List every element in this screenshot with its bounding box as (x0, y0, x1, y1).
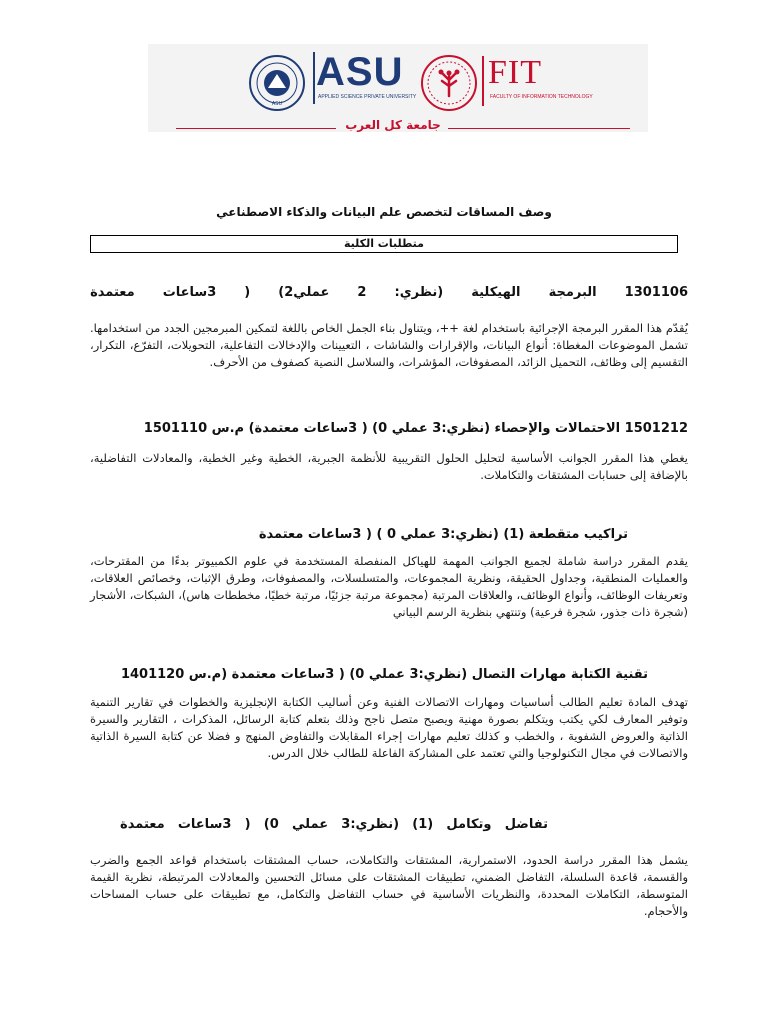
document-title: وصف المساقات لتخصص علم البيانات والذكاء الاصطناعي (216, 205, 552, 219)
course-heading-part: ( (244, 285, 251, 300)
asu-logo-subtitle: APPLIED SCIENCE PRIVATE UNIVERSITY (318, 94, 417, 100)
asu-seal-icon (248, 54, 306, 112)
course-heading-part: البرمجة (548, 285, 597, 300)
banner-rule-left (176, 128, 336, 129)
course-heading-part: 3ساعات (162, 285, 217, 300)
course-heading-5 (120, 817, 548, 832)
fit-logo-text: FIT (488, 54, 542, 91)
fit-divider (482, 56, 484, 106)
course-heading-part: معتمدة (90, 285, 135, 300)
course-heading-2: 1501212 الاحتمالات والإحصاء (نظري:3 عملي 0) ( 3ساعات معتمدة) م.س 1501110 (143, 421, 688, 436)
course-heading-part: ( (244, 817, 251, 832)
header-banner (148, 44, 648, 132)
course-heading-part: 2 (357, 285, 367, 300)
fit-seal-icon (420, 54, 478, 112)
course-heading-part: الهيكلية (471, 285, 521, 300)
course-heading-part: وتكامل (446, 817, 492, 832)
course-description-4: تهدف المادة تعليم الطالب أساسيات ومهارات الاتصالات الفنية وعن أساليب الكتابة الإنجليزية والخطوات في تقارير التنمية وتوفير المعارف لكي يكتب ويتكلم بصورة مهنية ويصبح متصل ناجح وذلك بتعلم كتابة الرسائل، المذكرات ، التقارير والسيرة الذاتية والعروض الشفوية ، والخطب و كذلك تعليم مهارات إجراء المقابلات والتفاوض المنهج و فضلا عن كتابة السيرة الذاتية والاتصالات في مجال التكنولوجيا والتي تعتمد على المشاركة الفاعلة للطالب خلال الدرس. (90, 695, 688, 760)
requirements-label: متطلبات الكلية (90, 235, 678, 253)
course-description-1: يُقدّم هذا المقرر البرمجة الإجرائية باستخدام لغة ++، ويتناول بناء الجمل الخاص باللغة لتمكين المبرمجين الجدد من استخدامها. تشمل الموضوعات المغطاة: أنواع البيانات، والإقرارات والشاشات ، التعيينات والإدخالات التفاعلية، التحويلات، التفرّع، التكرار، التقسيم إلى وظائف، التحميل الزائد، المصفوفات، المؤشرات، والسلاسل النصية كصفوف من الأحرف. (90, 321, 688, 369)
course-heading-part: 0) (263, 817, 279, 832)
course-heading-4: تقنية الكتابة مهارات التصال (نظري:3 عملي 0) ( 3ساعات معتمدة (م.س 1401120 (120, 667, 648, 682)
course-description-5: يشمل هذا المقرر دراسة الحدود، الاستمرارية، المشتقات والتكاملات، حساب المشتقات باستخدام قواعد الجمع والضرب والقسمة، قاعدة السلسلة، التفاضل الضمني، تطبيقات المشتقات على مسائل التحسين والمعادلات المرتبطة، نظرية القيمة المتوسطة، التكاملات المحددة، والنظريات الأساسية في حساب التفاضل والتكامل، مع تطبيقات على حساب المساحات والأحجام. (90, 853, 688, 918)
course-heading-1 (90, 285, 688, 300)
slogan: جامعة كل العرب (345, 118, 441, 132)
course-heading-part: معتمدة (120, 817, 165, 832)
course-heading-3: تراكيب متقطعة (1) (نظري:3 عملي 0 ) ( 3ساعات معتمدة (258, 527, 628, 542)
banner-rule-right (448, 128, 630, 129)
course-heading-part: عملي2) (278, 285, 330, 300)
asu-logo-text: ASU (316, 50, 404, 94)
course-description-2: يغطي هذا المقرر الجوانب الأساسية لتحليل الحلول التقريبية للأنظمة الجبرية، الخطية وغير الخطية، والمعادلات التفاضلية، بالإضافة إلى حسابات المشتقات والتكاملات. (90, 451, 688, 482)
course-heading-part: تفاضل (504, 817, 548, 832)
course-heading-part: عملي (292, 817, 329, 832)
course-heading-part: (نظري:3 (341, 817, 400, 832)
course-description-3: يقدم المقرر دراسة شاملة لجميع الجوانب المهمة للهياكل المنفصلة المستخدمة في علوم الكمبيوتر بدءًا من المقترحات، والعمليات المنطقية، وجداول الحقيقة، ونظرية المجموعات، والمتسلسلات، والمصفوفات، وطرق الإثبات، وخصائص العلاقات، وتعريفات الوظائف، وأنواع الوظائف، والعلاقات المرتبة (مجموعة مرتبة جزئيًا، مرتبة خطيًا، مخططات هاس)، الشبكات، الأشجار (شجرة ذات جذور، شجرة فرعية) وتنتهي بنظرية الرسم البياني (90, 554, 688, 619)
course-heading-part: 3ساعات (177, 817, 232, 832)
logos-row (148, 50, 648, 112)
svg-text:ASU: ASU (271, 101, 283, 107)
course-heading-part: (نظري: (394, 285, 444, 300)
fit-logo-subtitle: FACULTY OF INFORMATION TECHNOLOGY (490, 94, 593, 100)
asu-divider (313, 52, 315, 104)
course-heading-part: 1301106 (624, 285, 688, 300)
course-heading-part: (1) (412, 817, 434, 832)
